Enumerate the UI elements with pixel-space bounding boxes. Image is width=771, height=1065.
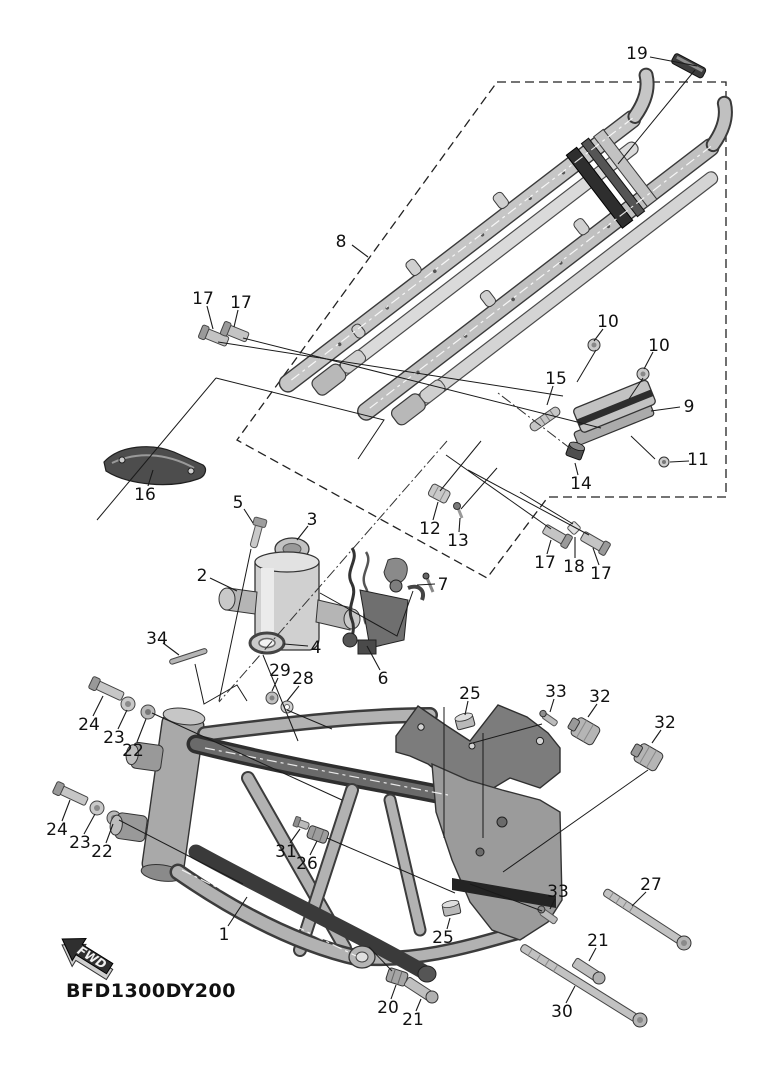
leader-line-9 — [651, 407, 680, 411]
part-label-25: 25 — [432, 928, 454, 948]
part-label-31: 31 — [275, 842, 297, 862]
leader-line-11 — [670, 461, 689, 462]
part-label-10: 10 — [648, 336, 670, 356]
pin-part-15 — [528, 406, 561, 433]
part-label-29: 29 — [269, 661, 291, 681]
part-label-17: 17 — [534, 553, 556, 573]
part-label-24: 24 — [46, 820, 68, 840]
nut-part-25b — [441, 899, 461, 916]
part-label-21: 21 — [402, 1010, 424, 1030]
ring-part-4 — [250, 633, 284, 653]
part-label-7: 7 — [437, 575, 449, 595]
part-label-25: 25 — [459, 684, 481, 704]
leader-line-23 — [84, 814, 95, 834]
part-label-18: 18 — [563, 557, 585, 577]
part-label-1: 1 — [218, 925, 230, 945]
part-label-32: 32 — [589, 687, 611, 707]
part-label-27: 27 — [640, 875, 662, 895]
leader-line-7 — [417, 584, 435, 585]
long-bolt-part-30 — [520, 944, 647, 1027]
leader-line-17 — [207, 306, 213, 329]
part-label-22: 22 — [122, 741, 144, 761]
part-label-24: 24 — [78, 715, 100, 735]
stay-bracket-part-16 — [104, 447, 205, 485]
part-label-19: 19 — [626, 44, 648, 64]
plate-part-19 — [671, 53, 707, 79]
leader-line-13 — [459, 518, 460, 532]
collar-part-12 — [427, 483, 451, 504]
rod-part-34 — [169, 648, 208, 665]
leader-line-5 — [244, 509, 253, 523]
part-label-33: 33 — [547, 882, 569, 902]
part-label-2: 2 — [196, 566, 208, 586]
leader-line-24 — [93, 696, 103, 716]
part-label-17: 17 — [590, 564, 612, 584]
screw-part-13 — [454, 503, 463, 519]
part-label-4: 4 — [310, 638, 322, 658]
leader-line-8 — [352, 245, 368, 257]
bushing-part-32a — [565, 714, 601, 746]
part-label-15: 15 — [545, 369, 567, 389]
part-label-22: 22 — [91, 842, 113, 862]
damper-bracket-part-9 — [528, 339, 669, 467]
screw-part-7 — [423, 573, 433, 592]
leader-line-12 — [433, 502, 438, 520]
part-label-8: 8 — [335, 232, 347, 252]
part-label-13: 13 — [447, 531, 469, 551]
canister-part-2 — [219, 517, 360, 653]
part-label-12: 12 — [419, 519, 441, 539]
part-label-11: 11 — [687, 450, 709, 470]
leader-line-30 — [566, 986, 575, 1003]
bushing-part-32b — [628, 740, 664, 772]
leader-line-22 — [137, 719, 146, 742]
part-label-6: 6 — [377, 669, 389, 689]
bolt-part-24b — [52, 781, 89, 808]
bolt-part-17d — [579, 529, 611, 556]
part-label-32: 32 — [654, 713, 676, 733]
leader-line-31 — [290, 829, 300, 843]
part-label-28: 28 — [292, 669, 314, 689]
part-label-30: 30 — [551, 1002, 573, 1022]
bolt-part-5 — [247, 517, 267, 549]
part-label-17: 17 — [192, 289, 214, 309]
diagram-code: BFD1300DY200 — [66, 980, 236, 1002]
part-label-9: 9 — [683, 397, 695, 417]
leader-line-20 — [391, 985, 396, 999]
leader-line-17 — [547, 540, 551, 554]
washer-part-18 — [567, 521, 581, 535]
part-label-17: 17 — [230, 293, 252, 313]
bolt-part-31 — [293, 816, 311, 831]
part-label-23: 23 — [103, 728, 125, 748]
part-label-20: 20 — [377, 998, 399, 1018]
collar-part-26 — [306, 825, 329, 844]
part-label-3: 3 — [306, 510, 318, 530]
part-label-21: 21 — [587, 931, 609, 951]
part-label-5: 5 — [232, 493, 244, 513]
part-label-10: 10 — [597, 312, 619, 332]
part-label-33: 33 — [545, 682, 567, 702]
long-bolt-part-27 — [602, 888, 691, 950]
fwd-direction-marker — [53, 928, 119, 986]
leader-line-26 — [310, 841, 317, 855]
part-label-23: 23 — [69, 833, 91, 853]
part-label-14: 14 — [570, 474, 592, 494]
part-label-34: 34 — [146, 629, 168, 649]
fwd-label: FWD — [74, 943, 109, 972]
part-label-26: 26 — [296, 854, 318, 874]
bolt-part-24a — [88, 676, 125, 703]
pump-assembly-part-6 — [343, 548, 433, 654]
main-frame-part-1 — [103, 700, 562, 982]
leader-line-24 — [62, 800, 70, 821]
leader-line-23 — [118, 710, 127, 729]
part-label-16: 16 — [134, 485, 156, 505]
